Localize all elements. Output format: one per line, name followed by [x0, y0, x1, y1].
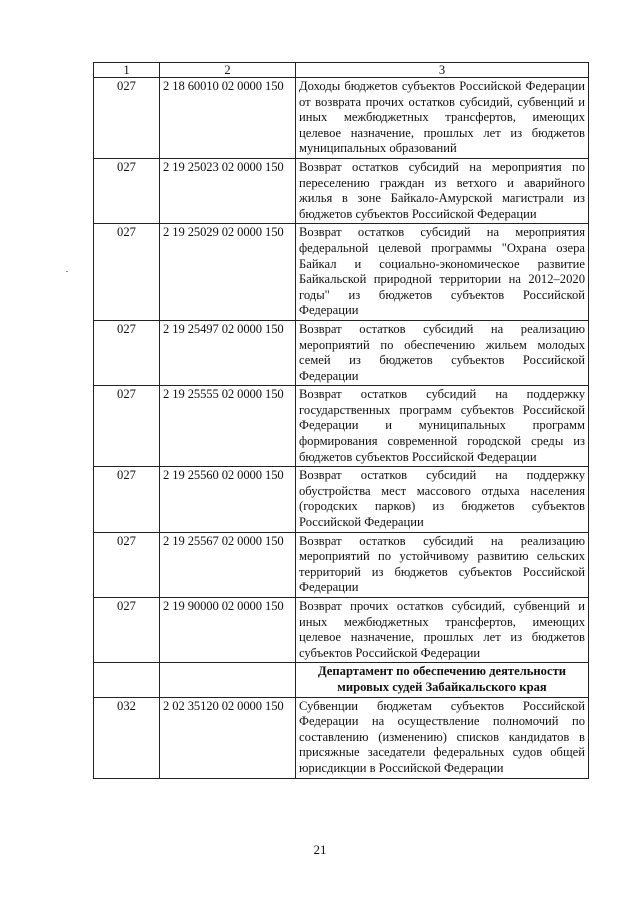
column-header-1: 1 [94, 63, 160, 78]
admin-code-cell: 027 [94, 467, 160, 532]
description-cell: Возврат остатков субсидий на мероприятия федеральной целевой программы "Охрана озера Байкал и социально-экономическое развитие Байкальской природной территории на 2012–2020 годы" из бюджетов субъектов Российской Федерации [296, 224, 589, 321]
table-row [94, 158, 589, 223]
table-header-row [94, 63, 589, 78]
description-cell: Субвенции бюджетам субъектов Российской Федерации на осуществление полномочий по составлению (изменению) списков кандидатов в присяжные заседатели федеральных судов общей юрисдикции в Российской Федерации [296, 697, 589, 778]
department-title: Департамент по обеспечению деятельности мировых судей Забайкальского края [296, 663, 589, 697]
budget-code-cell: 2 19 25029 02 0000 150 [160, 224, 296, 321]
column-header-2: 2 [160, 63, 296, 78]
table-row [94, 467, 589, 532]
admin-code-cell: 027 [94, 532, 160, 597]
budget-code-cell: 2 19 25497 02 0000 150 [160, 320, 296, 385]
budget-code-cell: 2 19 25560 02 0000 150 [160, 467, 296, 532]
admin-code-cell [94, 663, 160, 697]
admin-code-cell: 027 [94, 320, 160, 385]
description-cell: Возврат прочих остатков субсидий, субвенций и иных межбюджетных трансфертов, имеющих целевое назначение, прошлых лет из бюджетов субъектов Российской Федерации [296, 598, 589, 663]
admin-code-cell: 027 [94, 386, 160, 467]
description-cell: Возврат остатков субсидий на реализацию мероприятий по устойчивому развитию сельских территорий из бюджетов субъектов Российской Федерации [296, 532, 589, 597]
description-cell: Возврат остатков субсидий на реализацию мероприятий по обеспечению жильем молодых семей из бюджетов субъектов Российской Федерации [296, 320, 589, 385]
admin-code-cell: 032 [94, 697, 160, 778]
table-row [94, 386, 589, 467]
budget-code-cell: 2 19 90000 02 0000 150 [160, 598, 296, 663]
budget-code-cell: 2 02 35120 02 0000 150 [160, 697, 296, 778]
department-header-row [94, 663, 589, 697]
column-header-3: 3 [296, 63, 589, 78]
admin-code-cell: 027 [94, 598, 160, 663]
budget-codes-table [93, 62, 589, 779]
admin-code-cell: 027 [94, 78, 160, 159]
table-row [94, 320, 589, 385]
admin-code-cell: 027 [94, 158, 160, 223]
table-row [94, 532, 589, 597]
description-cell: Возврат остатков субсидий на поддержку обустройства мест массового отдыха населения (городских парков) из бюджетов субъектов Российской Федерации [296, 467, 589, 532]
table-row [94, 224, 589, 321]
description-cell: Возврат остатков субсидий на поддержку государственных программ субъектов Российской Федерации и муниципальных программ формирования современной городской среды из бюджетов субъектов Российской Федерации [296, 386, 589, 467]
page-number: 21 [313, 842, 327, 857]
admin-code-cell: 027 [94, 224, 160, 321]
budget-code-cell: 2 19 25567 02 0000 150 [160, 532, 296, 597]
scan-speck [66, 271, 68, 272]
budget-code-cell [160, 663, 296, 697]
table-row [94, 598, 589, 663]
budget-code-cell: 2 19 25023 02 0000 150 [160, 158, 296, 223]
description-cell: Возврат остатков субсидий на мероприятия по переселению граждан из ветхого и аварийного жилья в зоне Байкало-Амурской магистрали из бюджетов субъектов Российской Федерации [296, 158, 589, 223]
description-cell: Доходы бюджетов субъектов Российской Федерации от возврата прочих остатков субсидий, субвенций и иных межбюджетных трансфертов, имеющих целевое назначение, прошлых лет из бюджетов муниципальных образований [296, 78, 589, 159]
budget-code-cell: 2 18 60010 02 0000 150 [160, 78, 296, 159]
table-row [94, 78, 589, 159]
budget-code-cell: 2 19 25555 02 0000 150 [160, 386, 296, 467]
table-row [94, 697, 589, 778]
